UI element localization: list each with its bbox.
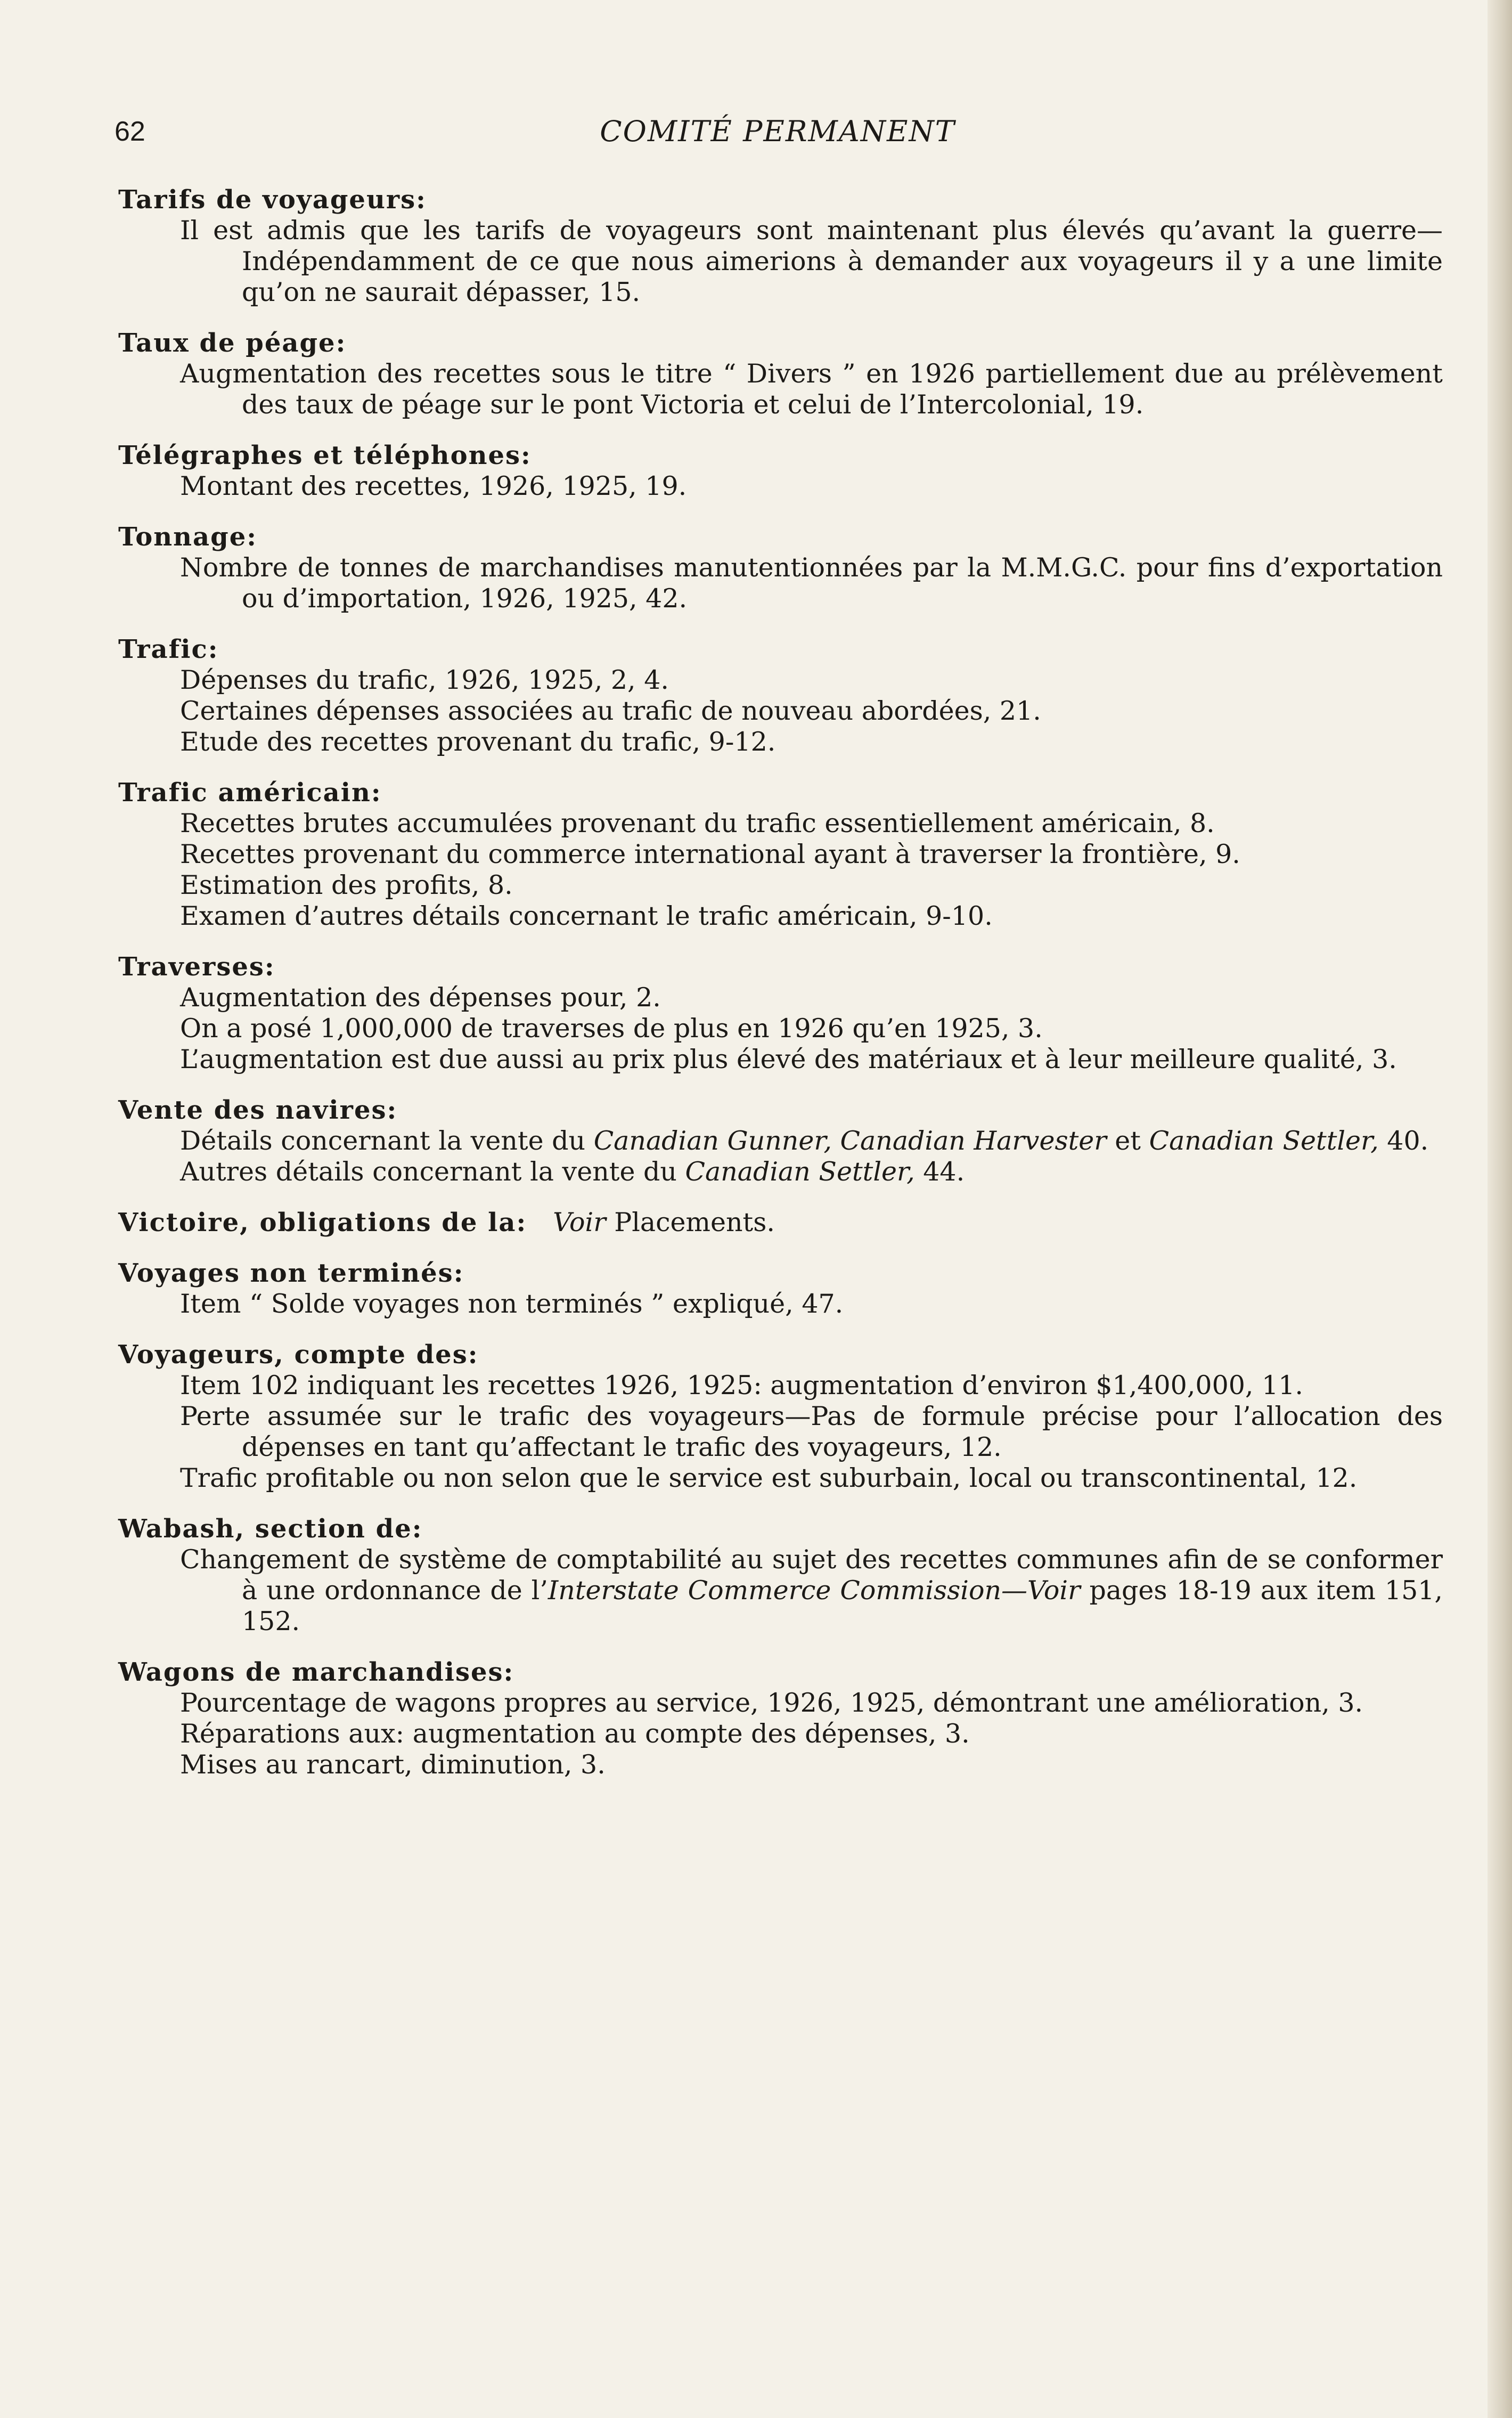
sub-entry (118, 1401, 1443, 1463)
sub-entry-text: Recettes provenant du commerce international ayant à traverser la frontière, 9. (180, 839, 1240, 869)
entry-heading-text: Traverses: (118, 952, 275, 982)
sub-entry (118, 1463, 1443, 1494)
sub-entry-text: et (1106, 1126, 1149, 1156)
entry-heading (118, 1258, 1443, 1289)
sub-entry-text: Trafic profitable ou non selon que le service est suburbain, local ou transcontinental, 12. (180, 1463, 1358, 1493)
sub-entry (118, 1719, 1443, 1749)
sub-entry (118, 359, 1443, 420)
entry-heading (118, 328, 1443, 359)
sub-entry (118, 727, 1443, 758)
sub-entry (118, 1749, 1443, 1780)
sub-entry (118, 1370, 1443, 1401)
entry-heading-text: Wagons de marchandises: (118, 1657, 514, 1687)
entry-heading (118, 1339, 1443, 1370)
sub-entry-text: Montant des recettes, 1926, 1925, 19. (180, 471, 687, 501)
sub-entry-text: Augmentation des dépenses pour, 2. (180, 982, 661, 1013)
entry-heading-text: Wabash, section de: (118, 1514, 423, 1544)
index-entry (118, 1339, 1443, 1494)
index-entry (118, 1657, 1443, 1780)
sub-entry (118, 1688, 1443, 1719)
page-number: 62 (115, 116, 145, 147)
sub-entry (118, 808, 1443, 839)
sub-entry-text: Détails concernant la vente du (180, 1126, 594, 1156)
sub-entry (118, 1289, 1443, 1320)
index-entry (118, 1513, 1443, 1637)
index-content (118, 184, 1443, 1800)
sub-entry-text: Certaines dépenses associées au trafic de nouveau abordées, 21. (180, 696, 1041, 726)
index-entry (118, 328, 1443, 420)
see-reference (527, 1207, 775, 1238)
sub-entry (118, 552, 1443, 614)
running-title: COMITÉ PERMANENT (600, 115, 955, 148)
italic-title: Interstate Commerce Commission—Voir (547, 1575, 1081, 1606)
sub-entry-text: Estimation des profits, 8. (180, 870, 513, 900)
sub-entry-text: Pourcentage de wagons propres au service, 1926, 1925, démontrant une amélioration, 3. (180, 1688, 1363, 1718)
sub-entry-text: Changement de système de comptabilité au sujet des recettes communes afin de se conformer à une ordonnance de l’ (180, 1544, 1443, 1606)
sub-entry (118, 696, 1443, 727)
sub-entry (118, 665, 1443, 696)
index-entry (118, 1095, 1443, 1187)
sub-entry (118, 471, 1443, 502)
sub-entry (118, 1126, 1443, 1157)
sub-entry-text: Dépenses du trafic, 1926, 1925, 2, 4. (180, 665, 669, 695)
page-header (115, 113, 1441, 150)
index-entry (118, 522, 1443, 614)
sub-entry (118, 1544, 1443, 1637)
entry-heading-text: Tonnage: (118, 522, 257, 552)
index-entry (118, 1207, 1443, 1238)
entry-heading-text: Tarifs de voyageurs: (118, 185, 427, 215)
sub-entry (118, 901, 1443, 932)
sub-entry-text: Il est admis que les tarifs de voyageurs sont maintenant plus élevés qu’avant la guerre—Indépendamment de ce que nous aimerions à demander aux voyageurs il y a une limite qu’on ne saurait dépasser, 15. (180, 215, 1443, 307)
sub-entry (118, 215, 1443, 308)
sub-entry-text: L’augmentation est due aussi au prix plus élevé des matériaux et à leur meilleure qualité, 3. (180, 1044, 1397, 1074)
index-entry (118, 184, 1443, 308)
sub-entry-text: Mises au rancart, diminution, 3. (180, 1749, 606, 1780)
sub-entry-text: Recettes brutes accumulées provenant du trafic essentiellement américain, 8. (180, 808, 1215, 838)
sub-entry-text: 40. (1378, 1126, 1429, 1156)
entry-heading (118, 951, 1443, 982)
entry-heading (118, 1207, 1443, 1238)
entry-heading (118, 1657, 1443, 1688)
entry-heading (118, 634, 1443, 665)
sub-entry-text: Item “ Solde voyages non terminés ” expliqué, 47. (180, 1289, 844, 1319)
entry-heading-text: Vente des navires: (118, 1095, 398, 1125)
sub-entry-text: Etude des recettes provenant du trafic, 9-12. (180, 727, 776, 757)
sub-entry-text: Réparations aux: augmentation au compte des dépenses, 3. (180, 1719, 970, 1749)
sub-entry-text: 44. (914, 1157, 965, 1187)
index-entry (118, 440, 1443, 502)
sub-entry (118, 1013, 1443, 1044)
sub-entry (118, 870, 1443, 901)
entry-heading (118, 1513, 1443, 1544)
entry-heading-text: Voyages non terminés: (118, 1258, 464, 1288)
see-target: Placements. (606, 1207, 775, 1238)
index-entry (118, 1258, 1443, 1320)
sub-entry-text: Examen d’autres détails concernant le trafic américain, 9-10. (180, 901, 993, 931)
sub-entry-text: On a posé 1,000,000 de traverses de plus en 1926 qu’en 1925, 3. (180, 1013, 1043, 1044)
sub-entry-text: Perte assumée sur le trafic des voyageurs—Pas de formule précise pour l’allocation des dépenses en tant qu’affectant le trafic des voyageurs, 12. (180, 1401, 1443, 1462)
entry-heading (118, 522, 1443, 552)
entry-heading-text: Voyageurs, compte des: (118, 1340, 479, 1370)
sub-entry (118, 1157, 1443, 1187)
entry-heading-text: Télégraphes et téléphones: (118, 441, 532, 470)
sub-entry (118, 1044, 1443, 1075)
entry-heading (118, 440, 1443, 471)
italic-title: Canadian Gunner, Canadian Harvester (593, 1126, 1107, 1156)
page-edge-shadow (1488, 0, 1512, 2418)
sub-entry (118, 982, 1443, 1013)
index-entry (118, 951, 1443, 1075)
index-entry (118, 634, 1443, 758)
entry-heading (118, 184, 1443, 215)
italic-title: Canadian Settler, (1149, 1126, 1379, 1156)
entry-heading (118, 1095, 1443, 1126)
see-prefix: Voir (553, 1207, 606, 1238)
index-entry (118, 777, 1443, 932)
sub-entry-text: Autres détails concernant la vente du (180, 1157, 685, 1187)
sub-entry (118, 839, 1443, 870)
entry-heading-text: Trafic: (118, 634, 219, 664)
entry-heading-text: Victoire, obligations de la: (118, 1208, 527, 1238)
sub-entry-text: Nombre de tonnes de marchandises manutentionnées par la M.M.G.C. pour fins d’exportation ou d’importation, 1926, 1925, 42. (180, 552, 1443, 614)
sub-entry-text: pages 18-19 aux item 151, 152. (242, 1575, 1443, 1637)
sub-entry-text: Augmentation des recettes sous le titre “ Divers ” en 1926 partiellement due au prélèvement des taux de péage sur le pont Victoria et celui de l’Intercolonial, 19. (180, 359, 1443, 420)
entry-heading-text: Taux de péage: (118, 328, 347, 358)
entry-heading-text: Trafic américain: (118, 778, 382, 808)
entry-heading (118, 777, 1443, 808)
italic-title: Canadian Settler, (685, 1157, 915, 1187)
sub-entry-text: Item 102 indiquant les recettes 1926, 1925: augmentation d’environ $1,400,000, 11. (180, 1370, 1304, 1401)
